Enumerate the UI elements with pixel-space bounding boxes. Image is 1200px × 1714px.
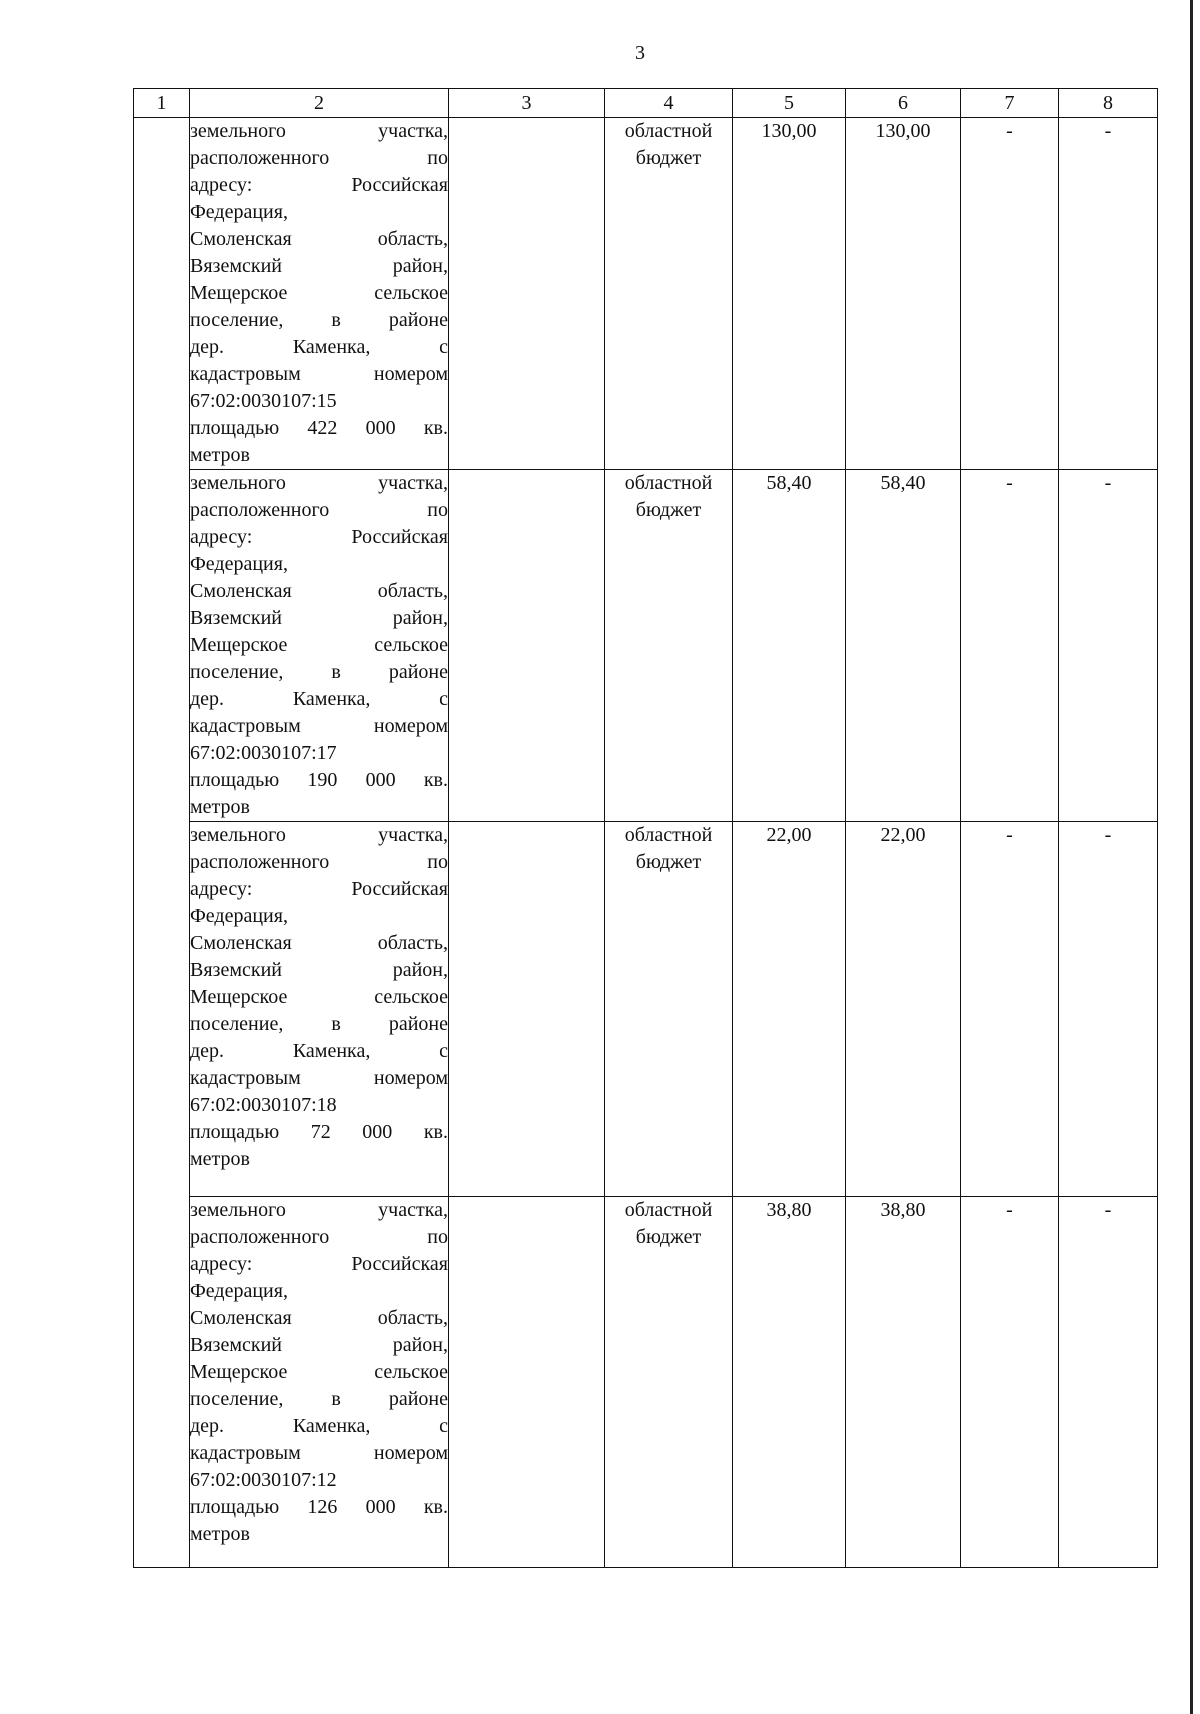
description-line: Вяземский район,: [190, 1334, 448, 1356]
description-line: земельного участка,: [190, 472, 448, 494]
funding-source-line: областной: [624, 1199, 713, 1221]
description-line: дер. Каменка, с: [190, 688, 448, 710]
page-edge-line: [1190, 0, 1193, 1714]
table-header-row: [134, 89, 1158, 118]
funding-source-line: бюджет: [635, 1226, 702, 1248]
row-number-cell: [134, 118, 190, 1568]
description-line: Мещерское сельское: [190, 282, 448, 304]
col8-cell: -: [1059, 822, 1158, 1197]
table-row: [134, 1197, 1158, 1568]
description-line: кадастровым номером: [190, 1067, 448, 1089]
description-line: адресу: Российская: [190, 1253, 448, 1275]
description-line: расположенного по: [190, 1226, 448, 1248]
col6-cell: 130,00: [846, 118, 961, 470]
header-col-4: 4: [605, 89, 733, 118]
col5-cell: 130,00: [733, 118, 846, 470]
description-line: дер. Каменка, с: [190, 1415, 448, 1437]
description-line: адресу: Российская: [190, 174, 448, 196]
description-line: поселение, в районе: [190, 1388, 448, 1410]
description-line: расположенного по: [190, 499, 448, 521]
funding-source-line: бюджет: [635, 851, 702, 873]
description-line: кадастровым номером: [190, 715, 448, 737]
description-cell: [190, 470, 449, 822]
description-line: Вяземский район,: [190, 607, 448, 629]
description-line: 67:02:0030107:12: [190, 1469, 337, 1491]
funding-source-line: областной: [624, 824, 713, 846]
description-line: Федерация,: [190, 905, 288, 927]
description-line: адресу: Российская: [190, 526, 448, 548]
description-line: расположенного по: [190, 851, 448, 873]
description-line: площадью 190 000 кв.: [190, 769, 448, 791]
description-line: Вяземский район,: [190, 959, 448, 981]
funding-source-cell: [605, 1197, 733, 1568]
description-line: метров: [190, 1523, 250, 1545]
col3-cell: [449, 118, 605, 470]
col7-cell: -: [961, 118, 1059, 470]
description-line: Вяземский район,: [190, 255, 448, 277]
funding-source-line: бюджет: [635, 147, 702, 169]
description-line: 67:02:0030107:15: [190, 390, 337, 412]
col8-cell: -: [1059, 470, 1158, 822]
description-line: расположенного по: [190, 147, 448, 169]
description-line: метров: [190, 444, 250, 466]
funding-source-cell: [605, 470, 733, 822]
description-line: дер. Каменка, с: [190, 336, 448, 358]
description-line: кадастровым номером: [190, 1442, 448, 1464]
col6-cell: 38,80: [846, 1197, 961, 1568]
description-line: площадью 72 000 кв.: [190, 1121, 448, 1143]
description-line: земельного участка,: [190, 824, 448, 846]
col7-cell: -: [961, 1197, 1059, 1568]
table-row: [134, 118, 1158, 470]
header-col-7: 7: [961, 89, 1059, 118]
col8-cell: -: [1059, 118, 1158, 470]
description-line: поселение, в районе: [190, 661, 448, 683]
description-line: Смоленская область,: [190, 1307, 448, 1329]
description-line: земельного участка,: [190, 1199, 448, 1221]
page-number: 3: [635, 42, 645, 64]
description-line: поселение, в районе: [190, 1013, 448, 1035]
funding-source-line: бюджет: [635, 499, 702, 521]
description-line: метров: [190, 796, 250, 818]
description-line: Смоленская область,: [190, 932, 448, 954]
header-col-1: 1: [134, 89, 190, 118]
description-cell: [190, 118, 449, 470]
description-line: Мещерское сельское: [190, 1361, 448, 1383]
description-line: дер. Каменка, с: [190, 1040, 448, 1062]
table-row: [134, 822, 1158, 1197]
header-col-2: 2: [190, 89, 449, 118]
col7-cell: -: [961, 470, 1059, 822]
col6-cell: 22,00: [846, 822, 961, 1197]
description-line: адресу: Российская: [190, 878, 448, 900]
col3-cell: [449, 1197, 605, 1568]
description-line: Федерация,: [190, 1280, 288, 1302]
header-col-5: 5: [733, 89, 846, 118]
col6-cell: 58,40: [846, 470, 961, 822]
funding-source-line: областной: [624, 472, 713, 494]
col3-cell: [449, 822, 605, 1197]
budget-table: [133, 88, 1158, 1568]
table-row: [134, 470, 1158, 822]
header-col-8: 8: [1059, 89, 1158, 118]
description-line: Смоленская область,: [190, 580, 448, 602]
description-line: поселение, в районе: [190, 309, 448, 331]
description-line: метров: [190, 1148, 250, 1170]
description-line: Федерация,: [190, 553, 288, 575]
description-line: площадью 422 000 кв.: [190, 417, 448, 439]
table-body: [134, 118, 1158, 1568]
col5-cell: 58,40: [733, 470, 846, 822]
description-line: Мещерское сельское: [190, 634, 448, 656]
description-line: 67:02:0030107:18: [190, 1094, 337, 1116]
description-line: 67:02:0030107:17: [190, 742, 337, 764]
col5-cell: 22,00: [733, 822, 846, 1197]
funding-source-line: областной: [624, 120, 713, 142]
col3-cell: [449, 470, 605, 822]
funding-source-cell: [605, 118, 733, 470]
description-line: Смоленская область,: [190, 228, 448, 250]
col8-cell: -: [1059, 1197, 1158, 1568]
description-line: кадастровым номером: [190, 363, 448, 385]
col7-cell: -: [961, 822, 1059, 1197]
description-cell: [190, 822, 449, 1197]
funding-source-cell: [605, 822, 733, 1197]
header-col-3: 3: [449, 89, 605, 118]
col5-cell: 38,80: [733, 1197, 846, 1568]
description-line: площадью 126 000 кв.: [190, 1496, 448, 1518]
description-line: Мещерское сельское: [190, 986, 448, 1008]
description-line: земельного участка,: [190, 120, 448, 142]
description-line: Федерация,: [190, 201, 288, 223]
header-col-6: 6: [846, 89, 961, 118]
description-cell: [190, 1197, 449, 1568]
